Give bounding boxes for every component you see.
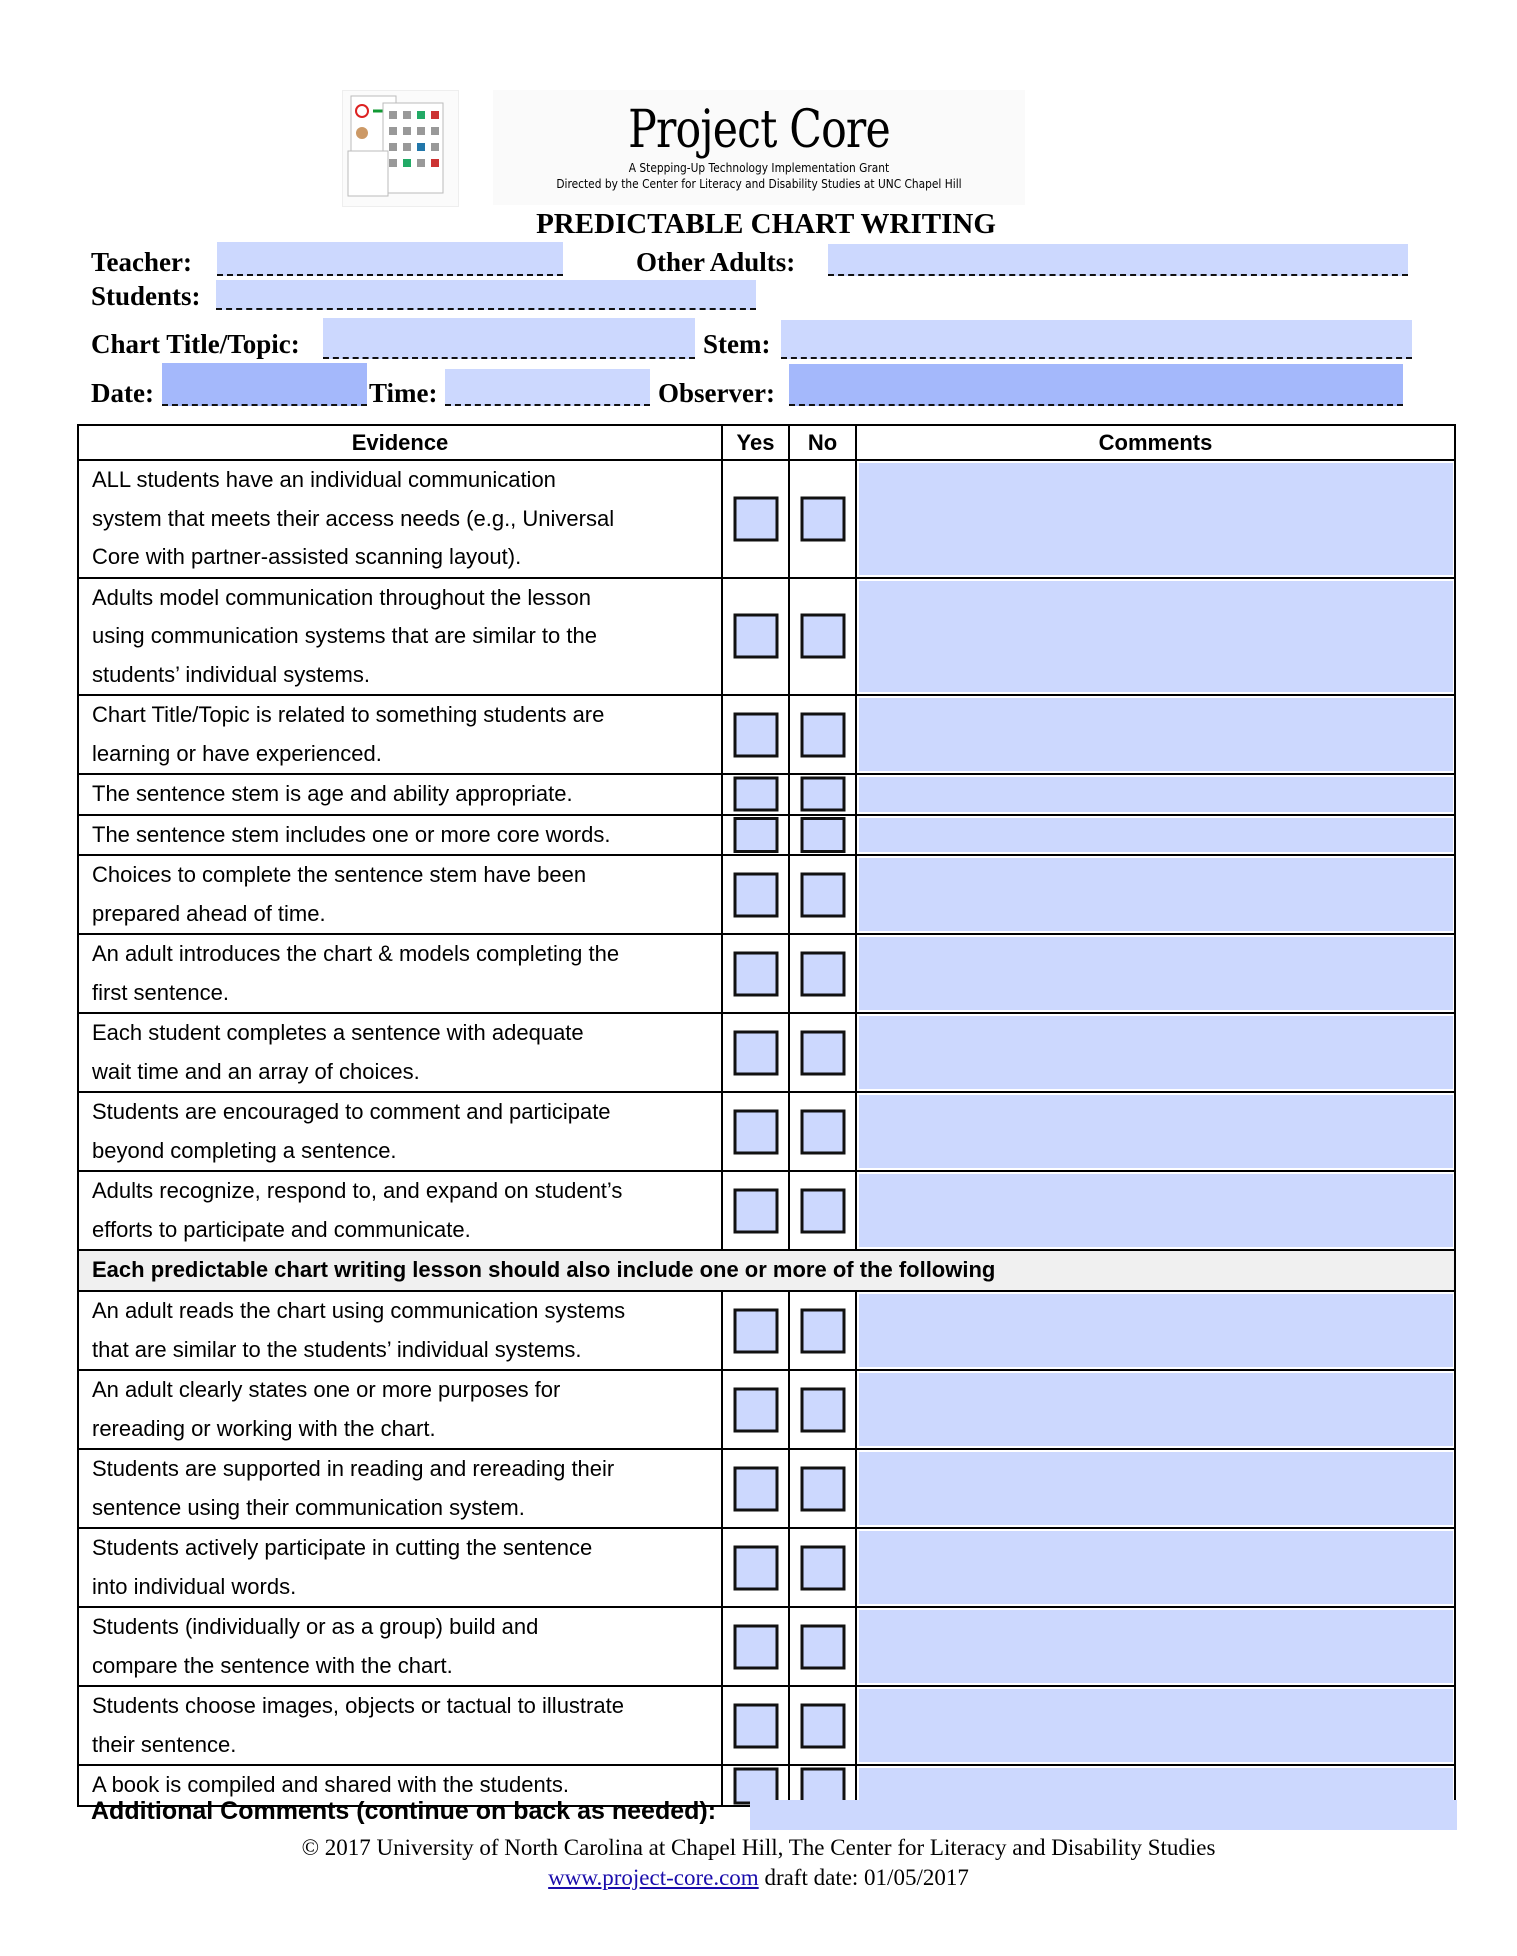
evidence-header: Evidence	[78, 425, 722, 460]
comment-field[interactable]	[859, 698, 1453, 771]
comments-cell	[856, 695, 1455, 774]
yes-checkbox[interactable]	[733, 951, 778, 996]
comments-cell	[856, 1370, 1455, 1449]
project-core-link[interactable]: www.project-core.com	[548, 1865, 759, 1890]
evidence-text: A book is compiled and shared with the students.	[92, 1772, 569, 1797]
no-cell	[789, 1686, 856, 1765]
time-label: Time:	[369, 378, 438, 408]
project-core-banner	[493, 90, 1025, 205]
no-cell	[789, 460, 856, 578]
additional-comments-field[interactable]	[750, 1800, 1457, 1830]
teacher-label: Teacher:	[91, 247, 192, 277]
no-checkbox[interactable]	[800, 1624, 845, 1669]
yes-checkbox[interactable]	[733, 1109, 778, 1154]
yes-checkbox[interactable]	[733, 777, 778, 812]
comment-field[interactable]	[859, 1016, 1453, 1089]
evidence-text: Students (individually or as a group) build and	[92, 1614, 539, 1639]
evidence-text: Core with partner-assisted scanning layout).	[92, 544, 522, 569]
evidence-cell	[78, 578, 722, 696]
yes-header: Yes	[722, 425, 789, 460]
table-row	[78, 1528, 1455, 1607]
comments-cell	[856, 1686, 1455, 1765]
evidence-cell	[78, 774, 722, 815]
chart-title-label: Chart Title/Topic:	[91, 329, 300, 359]
evidence-text: first sentence.	[92, 979, 229, 1005]
stem-label: Stem:	[703, 329, 771, 359]
table-row	[78, 1171, 1455, 1250]
evidence-cell	[78, 1092, 722, 1171]
table-row	[78, 855, 1455, 934]
yes-checkbox[interactable]	[733, 872, 778, 917]
evidence-cell	[78, 1528, 722, 1607]
section-header: Each predictable chart writing lesson should also include one or more of the following	[78, 1250, 1455, 1291]
comment-field[interactable]	[859, 1373, 1453, 1446]
evidence-text: students’ individual systems.	[92, 661, 370, 687]
evidence-text: Chart Title/Topic is related to something students are	[92, 702, 605, 727]
comment-field[interactable]	[859, 937, 1453, 1010]
communication-board-icon	[343, 91, 458, 206]
observer-field[interactable]	[789, 364, 1403, 406]
yes-cell	[722, 1171, 789, 1250]
no-cell	[789, 1449, 856, 1528]
comments-cell	[856, 855, 1455, 934]
evidence-cell	[78, 815, 722, 856]
comments-cell	[856, 774, 1455, 815]
evidence-text: efforts to participate and communicate.	[92, 1216, 471, 1242]
no-checkbox[interactable]	[800, 1767, 845, 1804]
evidence-text: rereading or working with the chart.	[92, 1415, 436, 1441]
no-header: No	[789, 425, 856, 460]
comments-cell	[856, 1449, 1455, 1528]
evidence-cell	[78, 934, 722, 1013]
table-row	[78, 1013, 1455, 1092]
table-row	[78, 1449, 1455, 1528]
comment-field[interactable]	[859, 1768, 1453, 1803]
no-checkbox[interactable]	[800, 712, 845, 757]
comment-field[interactable]	[859, 1095, 1453, 1168]
yes-checkbox[interactable]	[733, 1188, 778, 1233]
comment-field[interactable]	[859, 1174, 1453, 1247]
no-cell	[789, 578, 856, 696]
comment-field[interactable]	[859, 1531, 1453, 1604]
yes-cell	[722, 460, 789, 578]
table-row	[78, 815, 1455, 856]
evidence-text: compare the sentence with the chart.	[92, 1652, 453, 1678]
yes-checkbox[interactable]	[733, 1767, 778, 1804]
no-checkbox[interactable]	[800, 951, 845, 996]
no-checkbox[interactable]	[800, 1109, 845, 1154]
evidence-text: system that meets their access needs (e.g., Universal	[92, 505, 615, 531]
table-row	[78, 578, 1455, 696]
comments-cell	[856, 1013, 1455, 1092]
no-checkbox[interactable]	[800, 1188, 845, 1233]
yes-cell	[722, 934, 789, 1013]
yes-checkbox[interactable]	[733, 1466, 778, 1511]
evidence-cell	[78, 855, 722, 934]
evidence-cell	[78, 1607, 722, 1686]
document-title: PREDICTABLE CHART WRITING	[536, 208, 996, 240]
no-checkbox[interactable]	[800, 1030, 845, 1075]
yes-checkbox[interactable]	[733, 1624, 778, 1669]
section-header-row	[78, 1250, 1455, 1291]
no-checkbox[interactable]	[800, 817, 845, 853]
no-cell	[789, 815, 856, 856]
no-cell	[789, 855, 856, 934]
table-row	[78, 774, 1455, 815]
evidence-text: wait time and an array of choices.	[92, 1058, 420, 1084]
table-row	[78, 1607, 1455, 1686]
draft-date: draft date: 01/05/2017	[758, 1865, 969, 1890]
comments-cell	[856, 578, 1455, 696]
evidence-text: Students choose images, objects or tactual to illustrate	[92, 1693, 624, 1718]
no-cell	[789, 1291, 856, 1370]
no-checkbox[interactable]	[800, 1545, 845, 1590]
comments-cell	[856, 1607, 1455, 1686]
no-cell	[789, 1370, 856, 1449]
no-cell	[789, 1171, 856, 1250]
yes-cell	[722, 1449, 789, 1528]
evidence-text: ALL students have an individual communication	[92, 467, 556, 492]
comments-header: Comments	[856, 425, 1455, 460]
table-row	[78, 1370, 1455, 1449]
evidence-cell	[78, 1171, 722, 1250]
table-row	[78, 1686, 1455, 1765]
no-cell	[789, 774, 856, 815]
evidence-cell	[78, 1370, 722, 1449]
yes-checkbox[interactable]	[733, 496, 778, 541]
date-field[interactable]	[162, 363, 367, 406]
comment-field[interactable]	[859, 777, 1453, 812]
brand-subtitle: A Stepping-Up Technology Implementation Grant	[628, 160, 890, 175]
yes-checkbox[interactable]	[733, 817, 778, 853]
evidence-table	[77, 424, 1456, 1807]
yes-checkbox[interactable]	[733, 1545, 778, 1590]
no-cell	[789, 1092, 856, 1171]
evidence-cell	[78, 695, 722, 774]
no-checkbox[interactable]	[800, 496, 845, 541]
no-cell	[789, 934, 856, 1013]
table-header-row	[78, 425, 1455, 460]
no-checkbox[interactable]	[800, 1466, 845, 1511]
evidence-cell	[78, 460, 722, 578]
students-label: Students:	[91, 281, 201, 311]
no-cell	[789, 1528, 856, 1607]
comment-field[interactable]	[859, 1610, 1453, 1683]
no-cell	[789, 1607, 856, 1686]
comments-cell	[856, 1171, 1455, 1250]
no-checkbox[interactable]	[800, 1387, 845, 1432]
no-checkbox[interactable]	[800, 777, 845, 812]
yes-checkbox[interactable]	[733, 1308, 778, 1353]
yes-cell	[722, 1528, 789, 1607]
evidence-cell	[78, 1013, 722, 1092]
evidence-text: using communication systems that are similar to the	[92, 623, 597, 648]
teacher-field[interactable]	[217, 242, 563, 276]
yes-cell	[722, 1686, 789, 1765]
evidence-text: sentence using their communication system.	[92, 1494, 525, 1520]
comment-field[interactable]	[859, 858, 1453, 931]
evidence-text: beyond completing a sentence.	[92, 1137, 397, 1163]
comment-field[interactable]	[859, 1689, 1453, 1762]
no-checkbox[interactable]	[800, 1703, 845, 1748]
copyright-footer: © 2017 University of North Carolina at Chapel Hill, The Center for Literacy and Disability Studies	[301, 1835, 1216, 1860]
no-checkbox[interactable]	[800, 614, 845, 659]
comments-cell	[856, 815, 1455, 856]
brand-title: Project Core	[628, 100, 890, 160]
evidence-text: that are similar to the students’ individual systems.	[92, 1336, 582, 1362]
students-field[interactable]	[216, 280, 756, 310]
no-cell	[789, 1013, 856, 1092]
yes-cell	[722, 1607, 789, 1686]
stem-field[interactable]	[781, 320, 1412, 359]
evidence-text: Students actively participate in cutting the sentence	[92, 1535, 593, 1560]
additional-comments-label: Additional Comments (continue on back as needed):	[91, 1797, 717, 1825]
evidence-text: their sentence.	[92, 1731, 237, 1757]
yes-cell	[722, 815, 789, 856]
evidence-cell	[78, 1686, 722, 1765]
yes-cell	[722, 578, 789, 696]
table-row	[78, 934, 1455, 1013]
yes-checkbox[interactable]	[733, 1030, 778, 1075]
comment-field[interactable]	[859, 1294, 1453, 1367]
evidence-text: An adult reads the chart using communication systems	[92, 1298, 626, 1323]
no-checkbox[interactable]	[800, 872, 845, 917]
evidence-text: into individual words.	[92, 1573, 297, 1599]
project-core-logo-image	[342, 90, 459, 207]
evidence-text: An adult clearly states one or more purposes for	[92, 1377, 561, 1402]
chart-title-field[interactable]	[323, 318, 695, 359]
brand-subtitle-2: Directed by the Center for Literacy and Disability Studies at UNC Chapel Hill	[556, 176, 962, 191]
evidence-text: Students are encouraged to comment and participate	[92, 1099, 611, 1124]
comment-field[interactable]	[859, 818, 1453, 853]
yes-cell	[722, 1092, 789, 1171]
comments-cell	[856, 1092, 1455, 1171]
comments-cell	[856, 1528, 1455, 1607]
yes-checkbox[interactable]	[733, 1703, 778, 1748]
table-body	[78, 460, 1455, 1806]
evidence-text: The sentence stem includes one or more core words.	[92, 821, 611, 847]
evidence-text: Adults model communication throughout the lesson	[92, 584, 591, 610]
observer-label: Observer:	[658, 378, 775, 408]
comments-cell	[856, 460, 1455, 578]
no-checkbox[interactable]	[800, 1308, 845, 1353]
evidence-cell	[78, 1291, 722, 1370]
yes-cell	[722, 1013, 789, 1092]
other-adults-field[interactable]	[828, 244, 1408, 276]
comment-field[interactable]	[859, 581, 1453, 693]
evidence-text: prepared ahead of time.	[92, 900, 326, 926]
yes-cell	[722, 774, 789, 815]
evidence-text: Adults recognize, respond to, and expand on student’s	[92, 1178, 623, 1203]
table-row	[78, 460, 1455, 578]
yes-cell	[722, 695, 789, 774]
comment-field[interactable]	[859, 463, 1453, 575]
yes-checkbox[interactable]	[733, 1387, 778, 1432]
evidence-text: Each student completes a sentence with adequate	[92, 1020, 584, 1045]
footer-link-line	[0, 1865, 1517, 1891]
comments-cell	[856, 934, 1455, 1013]
evidence-text: Choices to complete the sentence stem have been	[92, 862, 587, 887]
no-cell	[789, 695, 856, 774]
evidence-text: The sentence stem is age and ability appropriate.	[92, 781, 573, 806]
yes-checkbox[interactable]	[733, 614, 778, 659]
table-row	[78, 1291, 1455, 1370]
evidence-text: learning or have experienced.	[92, 740, 382, 766]
table-row	[78, 695, 1455, 774]
date-label: Date:	[91, 378, 154, 408]
evidence-cell	[78, 1449, 722, 1528]
comment-field[interactable]	[859, 1452, 1453, 1525]
yes-cell	[722, 855, 789, 934]
yes-cell	[722, 1291, 789, 1370]
time-field[interactable]	[445, 369, 650, 406]
yes-cell	[722, 1370, 789, 1449]
evidence-text: Students are supported in reading and rereading their	[92, 1456, 615, 1481]
yes-checkbox[interactable]	[733, 712, 778, 757]
other-adults-label: Other Adults:	[636, 247, 796, 277]
table-row	[78, 1092, 1455, 1171]
evidence-text: An adult introduces the chart & models completing the	[92, 941, 620, 966]
comments-cell	[856, 1291, 1455, 1370]
